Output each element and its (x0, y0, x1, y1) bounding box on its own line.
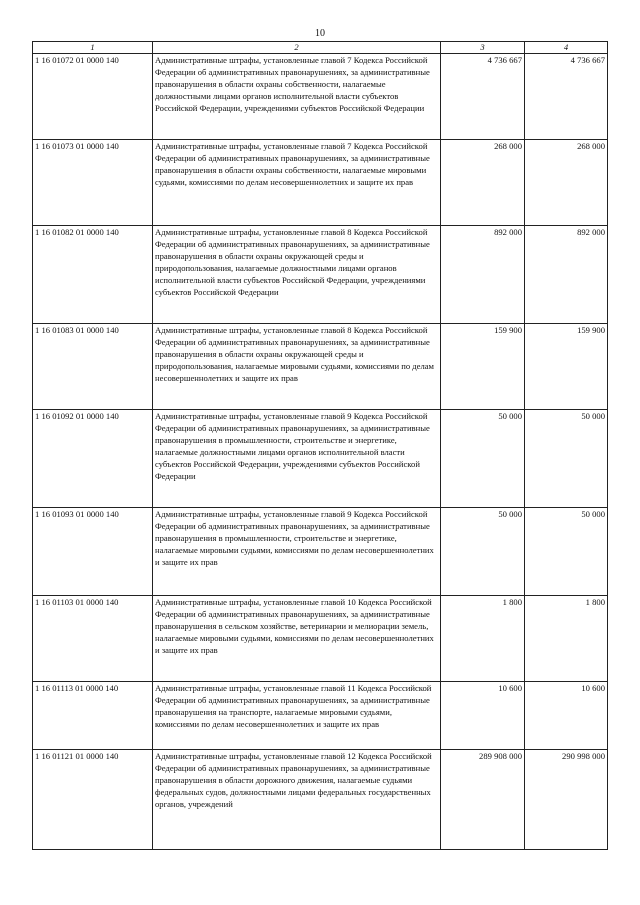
classification-code: 1 16 01092 01 0000 140 (33, 410, 153, 508)
table-row (33, 54, 608, 140)
table-row (33, 140, 608, 226)
revenue-table (32, 41, 608, 850)
classification-code: 1 16 01072 01 0000 140 (33, 54, 153, 140)
column-header-4: 4 (525, 42, 608, 54)
table-row (33, 596, 608, 682)
amount-col3: 50 000 (441, 410, 525, 508)
classification-code: 1 16 01113 01 0000 140 (33, 682, 153, 750)
table-row (33, 226, 608, 324)
amount-col4: 892 000 (525, 226, 608, 324)
amount-col3: 892 000 (441, 226, 525, 324)
table-row (33, 682, 608, 750)
revenue-description: Административные штрафы, установленные главой 9 Кодекса Российской Федерации об административных правонарушениях, за административные правонарушения в промышленности, строительстве и энергетике, налагаемые должностными лицами органов исполнительной власти субъектов Российской Федерации, учреждениями субъектов Российской Федерации (153, 410, 441, 508)
classification-code: 1 16 01082 01 0000 140 (33, 226, 153, 324)
amount-col3: 159 900 (441, 324, 525, 410)
table-row (33, 324, 608, 410)
amount-col3: 4 736 667 (441, 54, 525, 140)
amount-col3: 10 600 (441, 682, 525, 750)
classification-code: 1 16 01073 01 0000 140 (33, 140, 153, 226)
amount-col3: 289 908 000 (441, 750, 525, 850)
column-header-3: 3 (441, 42, 525, 54)
column-header-2: 2 (153, 42, 441, 54)
revenue-description: Административные штрафы, установленные главой 7 Кодекса Российской Федерации об административных правонарушениях, за административные правонарушения в области охраны собственности, налагаемые должностными лицами органов исполнительной власти субъектов Российской Федерации, учреждениями субъектов Российской Федерации (153, 54, 441, 140)
amount-col4: 50 000 (525, 410, 608, 508)
revenue-description: Административные штрафы, установленные главой 9 Кодекса Российской Федерации об административных правонарушениях, за административные правонарушения в промышленности, строительстве и энергетике, налагаемые мировыми судьями, комиссиями по делам несовершеннолетних и защите их прав (153, 508, 441, 596)
table-row (33, 750, 608, 850)
amount-col4: 1 800 (525, 596, 608, 682)
revenue-description: Административные штрафы, установленные главой 11 Кодекса Российской Федерации об административных правонарушениях, за административные правонарушения на транспорте, налагаемые мировыми судьями, комиссиями по делам несовершеннолетних и защите их прав (153, 682, 441, 750)
revenue-description: Административные штрафы, установленные главой 12 Кодекса Российской Федерации об административных правонарушениях, за административные правонарушения в области дорожного движения, налагаемые судьями федеральных судов, должностными лицами федеральных государственных органов, учреждений (153, 750, 441, 850)
classification-code: 1 16 01121 01 0000 140 (33, 750, 153, 850)
amount-col4: 50 000 (525, 508, 608, 596)
classification-code: 1 16 01103 01 0000 140 (33, 596, 153, 682)
table-row (33, 508, 608, 596)
page-number: 10 (315, 28, 325, 39)
amount-col3: 50 000 (441, 508, 525, 596)
amount-col4: 4 736 667 (525, 54, 608, 140)
amount-col4: 159 900 (525, 324, 608, 410)
table-header-row (33, 42, 608, 54)
revenue-description: Административные штрафы, установленные главой 8 Кодекса Российской Федерации об административных правонарушениях, за административные правонарушения в области охраны окружающей среды и природопользования, налагаемые мировыми судьями, комиссиями по делам несовершеннолетних и защите их прав (153, 324, 441, 410)
revenue-description: Административные штрафы, установленные главой 8 Кодекса Российской Федерации об административных правонарушениях, за административные правонарушения в области охраны окружающей среды и природопользования, налагаемые должностными лицами органов исполнительной власти субъектов Российской Федерации, учреждениями субъектов Российской Федерации (153, 226, 441, 324)
amount-col4: 10 600 (525, 682, 608, 750)
amount-col4: 290 998 000 (525, 750, 608, 850)
revenue-description: Административные штрафы, установленные главой 10 Кодекса Российской Федерации об административных правонарушениях, за административные правонарушения в сельском хозяйстве, ветеринарии и мелиорации земель, налагаемые мировыми судьями, комиссиями по делам несовершеннолетних и защите их прав (153, 596, 441, 682)
amount-col3: 1 800 (441, 596, 525, 682)
classification-code: 1 16 01083 01 0000 140 (33, 324, 153, 410)
amount-col3: 268 000 (441, 140, 525, 226)
amount-col4: 268 000 (525, 140, 608, 226)
column-header-1: 1 (33, 42, 153, 54)
revenue-description: Административные штрафы, установленные главой 7 Кодекса Российской Федерации об административных правонарушениях, за административные правонарушения в области охраны собственности, налагаемые мировыми судьями, комиссиями по делам несовершеннолетних и защите их прав (153, 140, 441, 226)
table-row (33, 410, 608, 508)
classification-code: 1 16 01093 01 0000 140 (33, 508, 153, 596)
